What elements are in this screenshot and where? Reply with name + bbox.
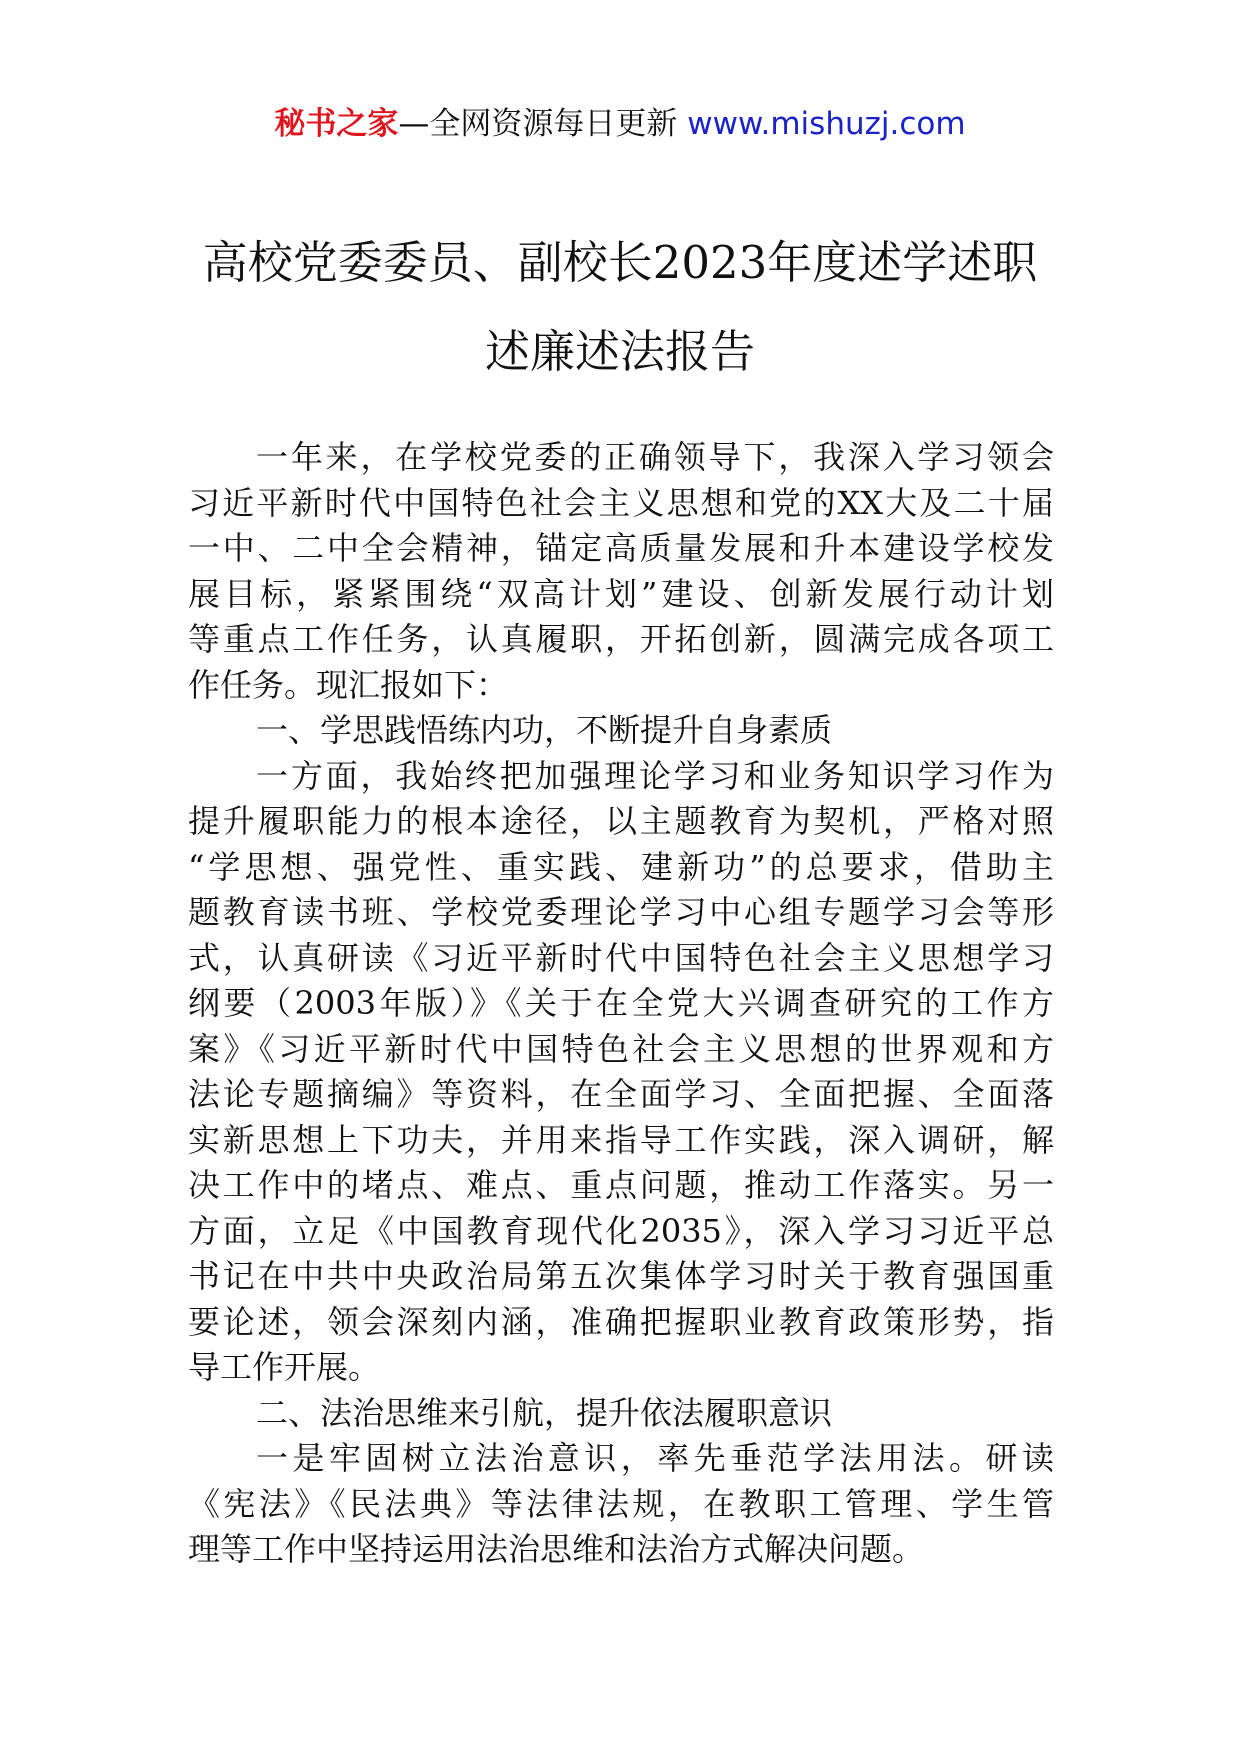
body-line: 实新思想上下功夫，并用来指导工作实践，深入调研，解: [188, 1120, 1054, 1159]
document-title-line-1: 高校党委委员、副校长2023年度述学述职: [202, 236, 1038, 289]
body-line: 纲要（2003年版）》《关于在全党大兴调查研究的工作方: [188, 984, 1054, 1022]
body-line: 方面，立足《中国教育现代化2035》，深入学习习近平总: [188, 1211, 1054, 1250]
document-body: [188, 435, 1054, 1573]
body-line: 理等工作中坚持运用法治思维和法治方式解决问题。: [188, 1530, 925, 1568]
body-line: 决工作中的堵点、难点、重点问题，推动工作落实。另一: [188, 1166, 1054, 1204]
body-line: 一年来，在学校党委的正确领导下，我深入学习领会: [256, 438, 1054, 476]
body-line: 要论述，领会深刻内涵，准确把握职业教育政策形势，指: [188, 1302, 1054, 1341]
document-title-line-2: 述廉述法报告: [484, 325, 755, 378]
body-line: 题教育读书班、学校党委理论学习中心组专题学习会等形: [188, 893, 1054, 931]
site-url-link[interactable]: www.mishuzj.com: [687, 106, 966, 142]
body-line: 法论专题摘编》等资料，在全面学习、全面把握、全面落: [188, 1075, 1054, 1113]
body-line: 等重点工作任务，认真履职，开拓创新，圆满完成各项工: [188, 620, 1054, 658]
brand-name: 秘书之家: [274, 106, 399, 142]
body-line: 书记在中共中央政治局第五次集体学习时关于教育强国重: [188, 1257, 1054, 1295]
body-line: 一方面，我始终把加强理论学习和业务知识学习作为: [256, 756, 1054, 795]
body-line: 《宪法》《民法典》等法律法规，在教职工管理、学生管: [188, 1484, 1054, 1523]
section-heading-2: 二、法治思维来引航，提升依法履职意识: [256, 1393, 833, 1432]
body-line: 导工作开展。: [188, 1348, 381, 1386]
body-line: “学思想、强党性、重实践、建新功”的总要求，借助主: [188, 847, 1054, 886]
body-line: 提升履职能力的根本途径，以主题教育为契机，严格对照: [188, 802, 1054, 840]
body-line: 式，认真研读《习近平新时代中国特色社会主义思想学习: [188, 938, 1054, 977]
banner-tagline: —全网资源每日更新: [398, 106, 678, 142]
body-line: 一是牢固树立法治意识，率先垂范学法用法。研读: [256, 1439, 1054, 1477]
body-line: 作任务。现汇报如下：: [188, 665, 509, 704]
body-line: 一中、二中全会精神，锚定高质量发展和升本建设学校发: [188, 529, 1054, 567]
section-heading-1: 一、学思践悟练内功，不断提升自身素质: [256, 711, 833, 749]
body-line: 展目标，紧紧围绕“双高计划”建设、创新发展行动计划: [188, 574, 1054, 613]
body-line: 案》《习近平新时代中国特色社会主义思想的世界观和方: [188, 1029, 1054, 1068]
body-line: 习近平新时代中国特色社会主义思想和党的XX大及二十届: [188, 483, 1054, 522]
site-banner: [0, 100, 1240, 148]
